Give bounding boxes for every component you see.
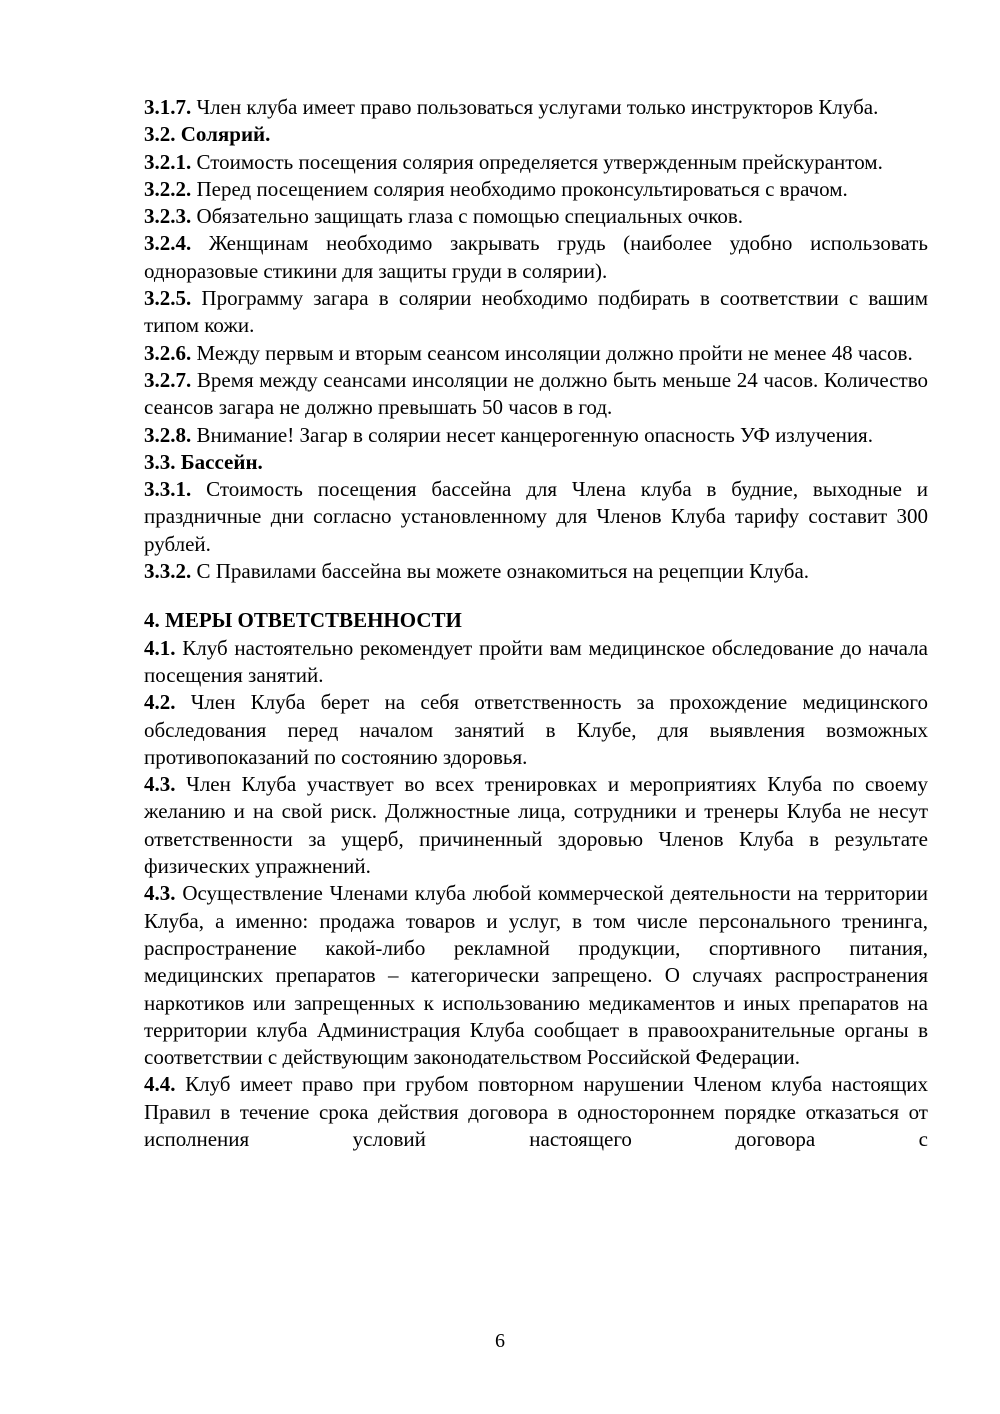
clause-text: Клуб имеет право при грубом повторном нарушении Членом клуба настоящих Правил в течение срока действия договора в одностороннем порядке отказаться от исполнения условий настоящего договора с xyxy=(144,1072,929,1151)
clause-text: Стоимость посещения бассейна для Члена клуба в будние, выходные и праздничные дни согласно установленному для Членов Клуба тарифу составит 300 рублей. xyxy=(144,477,928,556)
clause-text: Перед посещением солярия необходимо проконсультироваться с врачом. xyxy=(196,176,848,201)
clause-number: 3.3.1. xyxy=(144,477,192,502)
subsection-heading: 3.3. Бассейн. xyxy=(144,449,263,474)
clause-number: 3.2.4. xyxy=(144,231,192,256)
clause-text: Женщинам необходимо закрывать грудь (наиболее удобно использовать одноразовые стикини для защиты груди в солярии). xyxy=(144,231,929,283)
clause-text: Обязательно защищать глаза с помощью специальных очков. xyxy=(196,204,744,229)
clause-text: Осуществление Членами клуба любой коммерческой деятельности на территории Клуба, а именно: продажа товаров и услуг, в том числе персонального тренинга, распространение какой-либо рекламной продукции, спортивного питания, медицинских препаратов – категорически запрещено. О случаях распространения наркотиков или запрещенных к использованию медикаментов и иных препаратов на территории клуба Администрация Клуба сообщает в правоохранительные органы в соответствии с действующим законодательством Российской Федерации. xyxy=(144,881,929,1070)
clause-number: 3.2.8. xyxy=(144,422,192,447)
clause-paragraph xyxy=(144,340,928,367)
clause-paragraph xyxy=(144,367,928,422)
clause-paragraph xyxy=(144,149,928,176)
clause-text: Член Клуба участвует во всех тренировках и мероприятиях Клуба по своему желанию и на свой риск. Должностные лица, сотрудники и тренеры Клуба не несут ответственности за ущерб, причиненный здоровью Членов Клуба в результате физических упражнений. xyxy=(144,772,929,879)
clause-text: Член Клуба берет на себя ответственность за прохождение медицинского обследования перед началом занятий в Клубе, для выявления возможных противопоказаний по состоянию здоровья. xyxy=(144,690,928,769)
document-body xyxy=(144,94,928,1153)
clause-text: Стоимость посещения солярия определяется утвержденным прейскурантом. xyxy=(196,149,883,174)
clause-paragraph xyxy=(144,689,928,771)
clause-paragraph xyxy=(144,635,928,690)
clause-number: 4.3. xyxy=(144,881,176,906)
clause-paragraph xyxy=(144,771,928,880)
clause-number: 3.2.1. xyxy=(144,149,192,174)
clause-number: 3.1.7. xyxy=(144,95,192,119)
page-number: 6 xyxy=(495,1330,505,1352)
clause-number: 3.2.7. xyxy=(144,367,192,392)
clause-paragraph xyxy=(144,94,928,121)
clause-number: 4.2. xyxy=(144,690,176,715)
clause-paragraph xyxy=(144,176,928,203)
clause-number: 3.2.5. xyxy=(144,286,192,311)
clause-text: Член клуба имеет право пользоваться услугами только инструкторов Клуба. xyxy=(196,95,879,119)
clause-text: Внимание! Загар в солярии несет канцерогенную опасность УФ излучения. xyxy=(196,422,873,447)
clause-paragraph xyxy=(144,558,928,585)
clause-paragraph xyxy=(144,203,928,230)
clause-paragraph xyxy=(144,880,928,1071)
clause-number: 3.2.3. xyxy=(144,204,192,229)
clause-paragraph xyxy=(144,1071,928,1153)
clause-number: 3.3.2. xyxy=(144,559,192,584)
clause-number: 3.2.2. xyxy=(144,176,192,201)
clause-number: 4.4. xyxy=(144,1072,176,1097)
clause-text: Программу загара в солярии необходимо подбирать в соответствии с вашим типом кожи. xyxy=(144,286,928,338)
clause-text: Время между сеансами инсоляции не должно быть меньше 24 часов. Количество сеансов загара не должно превышать 50 часов в год. xyxy=(144,367,928,420)
section-heading: 4. МЕРЫ ОТВЕТСТВЕННОСТИ xyxy=(144,608,462,633)
clause-paragraph xyxy=(144,230,928,285)
clause-text: Между первым и вторым сеансом инсоляции должно пройти не менее 48 часов. xyxy=(196,340,913,365)
clause-paragraph xyxy=(144,422,928,449)
clause-paragraph xyxy=(144,476,928,558)
clause-text: Клуб настоятельно рекомендует пройти вам медицинское обследование до начала посещения занятий. xyxy=(144,635,928,687)
clause-paragraph xyxy=(144,285,928,340)
subsection-heading: 3.2. Солярий. xyxy=(144,122,271,147)
clause-number: 4.1. xyxy=(144,635,176,660)
clause-number: 4.3. xyxy=(144,772,176,797)
clause-number: 3.2.6. xyxy=(144,340,192,365)
clause-text: С Правилами бассейна вы можете ознакомиться на рецепции Клуба. xyxy=(196,559,810,584)
